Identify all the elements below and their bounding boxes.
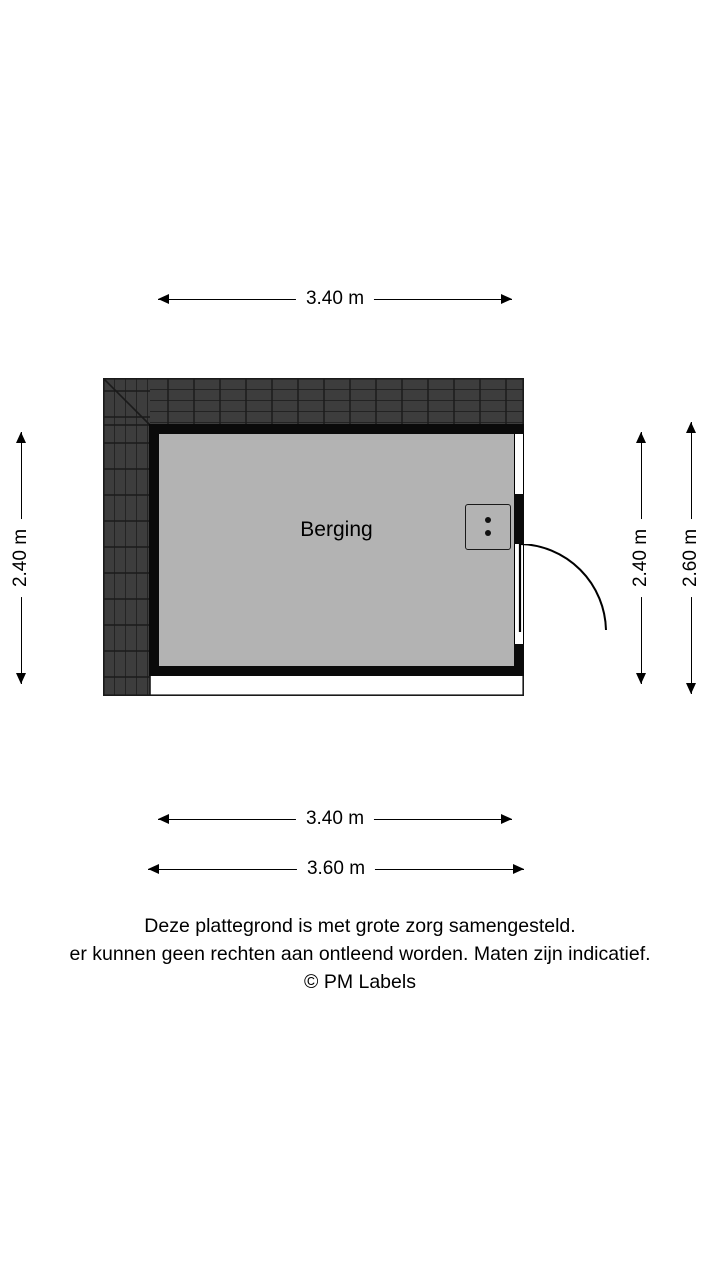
- arrow-left-icon: [158, 294, 169, 304]
- arrow-down-icon: [686, 683, 696, 694]
- dimension-label: 3.40 m: [296, 288, 374, 310]
- arrow-right-icon: [513, 864, 524, 874]
- dimension-top-width: [158, 287, 512, 311]
- arrow-down-icon: [16, 673, 26, 684]
- dimension-right-outer-height: [678, 422, 704, 694]
- arrow-right-icon: [501, 814, 512, 824]
- arrow-left-icon: [158, 814, 169, 824]
- door-swing-icon: [518, 544, 608, 634]
- dimension-label: 3.60 m: [297, 858, 375, 880]
- room-floor: [159, 434, 514, 666]
- arrow-up-icon: [686, 422, 696, 433]
- dimension-left-height: [8, 432, 34, 684]
- dimension-bottom-inner-width: [158, 807, 512, 831]
- door-frame-upper: [514, 434, 524, 494]
- dimension-bottom-outer-width: [148, 857, 524, 881]
- dimension-label: 2.40 m: [630, 519, 652, 597]
- arrow-down-icon: [636, 673, 646, 684]
- disclaimer-copyright: © PM Labels: [304, 971, 416, 993]
- room-label-berging: Berging: [300, 518, 373, 541]
- disclaimer-line-1: Deze plattegrond is met grote zorg samengesteld.: [144, 915, 576, 937]
- dimension-right-inner-height: [628, 432, 654, 684]
- arrow-up-icon: [16, 432, 26, 443]
- arrow-left-icon: [148, 864, 159, 874]
- arrow-right-icon: [501, 294, 512, 304]
- arrow-up-icon: [636, 432, 646, 443]
- building-outline: [103, 378, 524, 696]
- dimension-label: 2.40 m: [10, 519, 32, 597]
- dimension-label: 3.40 m: [296, 808, 374, 830]
- dimension-label: 2.60 m: [680, 519, 702, 597]
- disclaimer-text: [0, 912, 720, 996]
- disclaimer-line-2: er kunnen geen rechten aan ontleend worden. Maten zijn indicatief.: [69, 943, 651, 965]
